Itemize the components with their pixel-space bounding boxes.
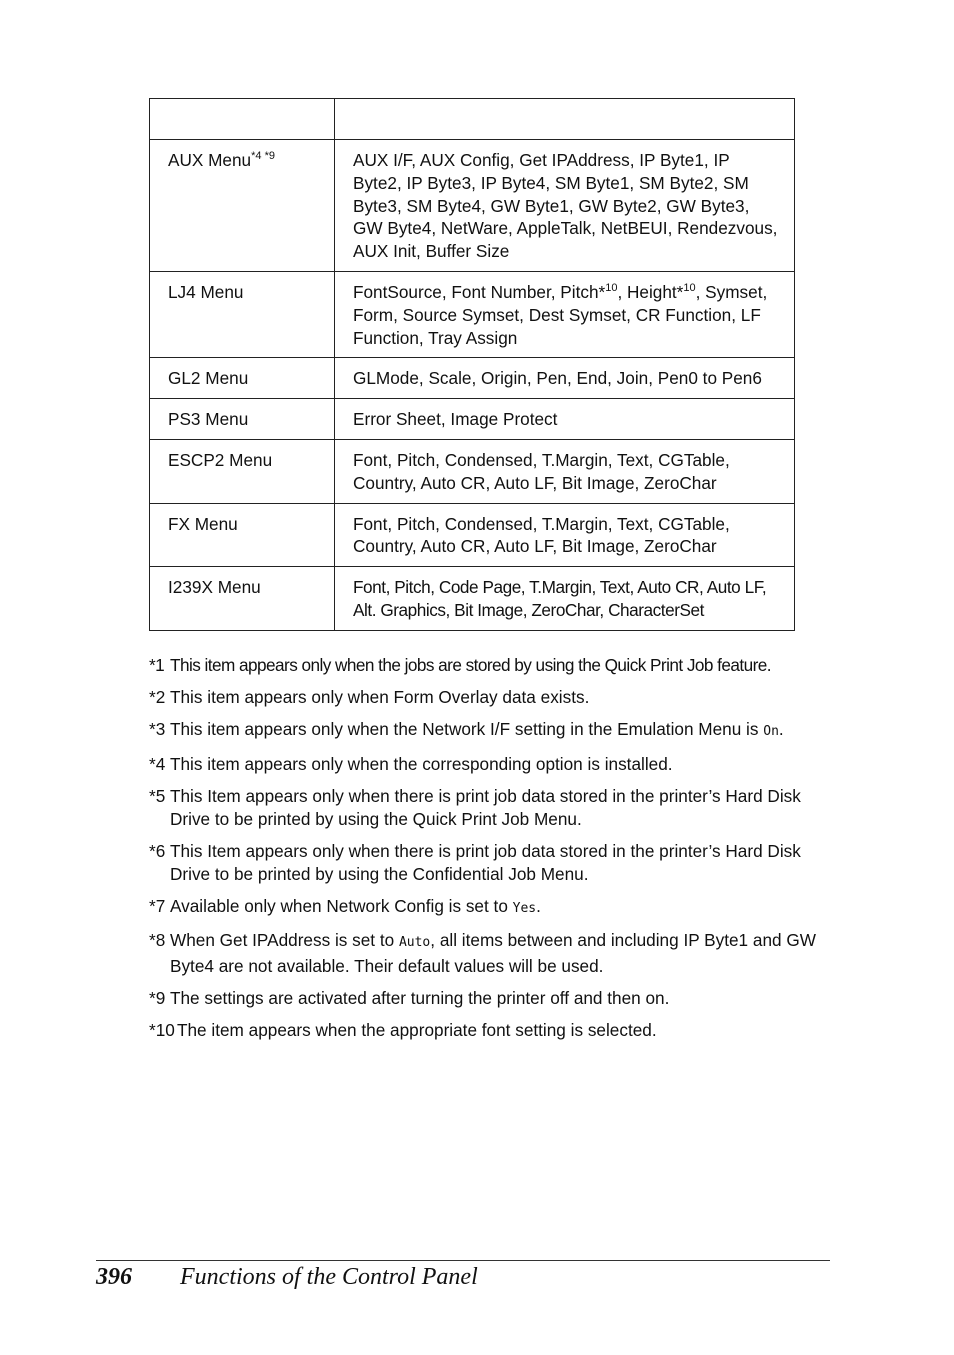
- menu-name: AUX Menu: [168, 150, 252, 170]
- header-cell-menu: [150, 99, 335, 140]
- table-row: [150, 358, 795, 399]
- header-cell-items: [335, 99, 795, 140]
- footnote-text: Available only when Network Config is set to: [170, 895, 513, 916]
- footnote-mark: *4: [149, 753, 166, 774]
- page-number: 396: [96, 1264, 132, 1290]
- menu-items-cell: Font, Pitch, Code Page, T.Margin, Text, Auto CR, Auto LF, Alt. Graphics, Bit Image, ZeroChar, CharacterSet: [335, 567, 795, 631]
- footnote: [149, 929, 839, 978]
- menu-items-cell: [335, 271, 795, 357]
- footnote-text: This item appears only when the jobs are stored by using the Quick Print Job feature.: [170, 655, 771, 675]
- footnote: [149, 753, 839, 776]
- footnote: [149, 718, 839, 744]
- footnote-ref: *4 *9: [251, 150, 275, 162]
- footnote: [149, 1019, 839, 1042]
- menu-name-cell: FX Menu: [150, 503, 335, 567]
- footnote-text: .: [536, 895, 541, 916]
- menu-name-cell: LJ4 Menu: [150, 271, 335, 357]
- menu-name-cell: GL2 Menu: [150, 358, 335, 399]
- footnote-text: .: [778, 718, 784, 739]
- menu-items-cell: Font, Pitch, Condensed, T.Margin, Text, CGTable, Country, Auto CR, Auto LF, Bit Image, ZeroChar: [335, 439, 795, 503]
- footnote-mark: *8: [149, 930, 166, 951]
- footnote-text: This Item appears only when there is print job data stored in the printer’s Hard Disk Drive to be printed by using the Quick Print Job Menu.: [170, 785, 801, 829]
- setting-value: Yes: [512, 900, 537, 916]
- menu-items-cell: Error Sheet, Image Protect: [335, 399, 795, 440]
- table-row: [150, 567, 795, 631]
- footnote-ref: 10: [683, 281, 696, 294]
- footnote-text: This Item appears only when there is print job data stored in the printer’s Hard Disk Drive to be printed by using the Confidential Job Menu.: [170, 840, 801, 884]
- footnote-text: This item appears only when the corresponding option is installed.: [170, 753, 673, 774]
- footnote-mark: *7: [149, 895, 166, 916]
- footnotes-list: [149, 654, 839, 1051]
- table-row: [150, 140, 795, 272]
- menu-items-text: FontSource, Font Number, Pitch*: [353, 281, 606, 302]
- section-title: Functions of the Control Panel: [180, 1264, 478, 1290]
- footnote-text: , all items between and including IP Byte1 and GW Byte4 are not available. Their default values will be used.: [170, 930, 816, 977]
- menu-name-cell: PS3 Menu: [150, 399, 335, 440]
- menu-items-cell: AUX I/F, AUX Config, Get IPAddress, IP Byte1, IP Byte2, IP Byte3, IP Byte4, SM Byte1, SM Byte2, SM Byte3, SM Byte4, GW Byte1, GW Byte2, GW Byte3, GW Byte4, NetWare, AppleTalk, NetBEUI, Rendezvous, AUX Init, Buffer Size: [335, 140, 795, 272]
- table-row: [150, 503, 795, 567]
- table-row: [150, 439, 795, 503]
- table-row: [150, 271, 795, 357]
- menu-items-cell: GLMode, Scale, Origin, Pen, End, Join, Pen0 to Pen6: [335, 358, 795, 399]
- footnote-mark: *2: [149, 686, 166, 707]
- footnote-text: The settings are activated after turning the printer off and then on.: [170, 988, 670, 1009]
- footnote: [149, 840, 839, 886]
- footnote: [149, 895, 839, 921]
- footer-divider: [96, 1260, 830, 1261]
- menu-settings-table: [149, 98, 795, 631]
- footnote-mark: *5: [149, 785, 166, 806]
- footnote-mark: *3: [149, 718, 166, 739]
- table-row: [150, 399, 795, 440]
- footnote: [149, 686, 839, 709]
- menu-name-cell: I239X Menu: [150, 567, 335, 631]
- table-header-row: [150, 99, 795, 140]
- menu-items-text: , Height*: [617, 281, 684, 302]
- menu-name-cell: ESCP2 Menu: [150, 439, 335, 503]
- footnote: [149, 785, 839, 831]
- footnote-mark: *1: [149, 655, 165, 675]
- footnote-text: When Get IPAddress is set to: [170, 930, 399, 951]
- menu-items-cell: Font, Pitch, Condensed, T.Margin, Text, CGTable, Country, Auto CR, Auto LF, Bit Image, ZeroChar: [335, 503, 795, 567]
- footnote: [149, 654, 839, 677]
- menu-name-cell: [150, 140, 335, 272]
- setting-value: Auto: [398, 935, 431, 951]
- footnote-mark: *10: [149, 1020, 175, 1041]
- menu-items-text: , Symset, Form, Source Symset, Dest Symset, CR Function, LF Function, Tray Assign: [353, 281, 768, 348]
- footnote-ref: 10: [605, 281, 618, 294]
- setting-value: On: [763, 723, 779, 739]
- footnote-text: The item appears when the appropriate font setting is selected.: [177, 1020, 657, 1041]
- footnote-mark: *6: [149, 840, 166, 861]
- footnote-text: This item appears only when Form Overlay data exists.: [170, 686, 590, 707]
- footnote-text: This item appears only when the Network I/F setting in the Emulation Menu is: [170, 718, 764, 739]
- footnote: [149, 987, 839, 1010]
- footnote-mark: *9: [149, 988, 166, 1009]
